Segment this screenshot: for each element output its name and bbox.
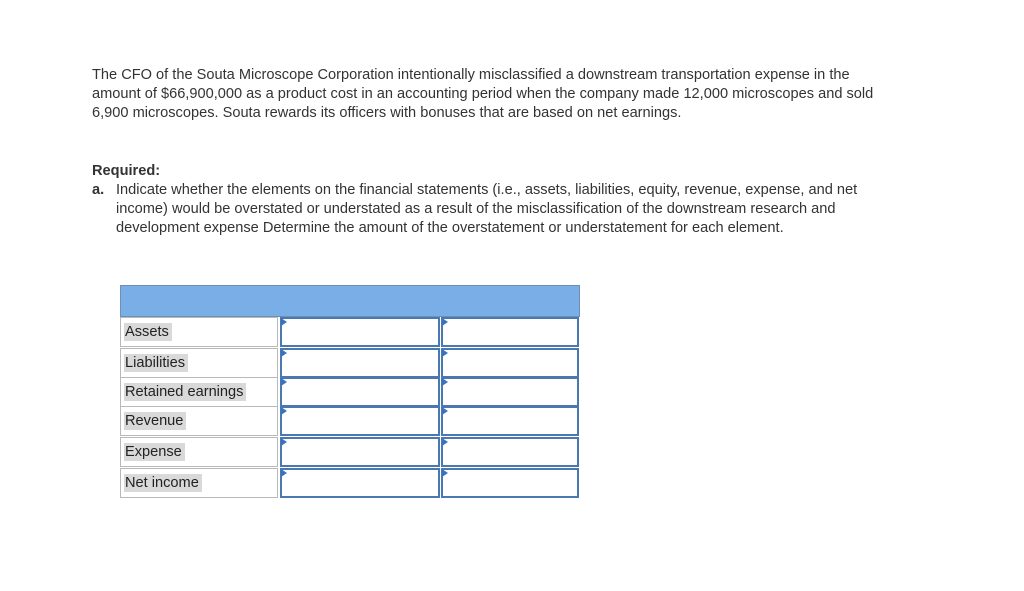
row-label-cell (120, 348, 278, 378)
question-text: The CFO of the Souta Microscope Corporation intentionally misclassified a downstream transportation expense in the amount of $66,900,000 as a product cost in an accounting period when the company made 12,000 microscopes and sold 6,900 microscopes. Souta rewards its officers with bonuses that are based on net earnings. (92, 67, 874, 121)
row-label: Revenue (124, 412, 186, 430)
liabilities-amount-input[interactable] (441, 348, 579, 378)
dropdown-marker-icon (281, 349, 287, 357)
input-marker-icon (442, 438, 448, 446)
dropdown-marker-icon (281, 438, 287, 446)
row-label: Net income (124, 474, 202, 492)
retained-earnings-amount-input[interactable] (441, 377, 579, 407)
table-row (120, 348, 580, 379)
dropdown-marker-icon (281, 407, 287, 415)
required-heading: Required: (92, 163, 161, 179)
row-label: Liabilities (124, 354, 188, 372)
net-income-amount-input[interactable] (441, 468, 579, 498)
table-row (120, 406, 580, 437)
row-label: Retained earnings (124, 383, 246, 401)
input-marker-icon (442, 318, 448, 326)
revenue-amount-input[interactable] (441, 406, 579, 436)
assets-amount-input[interactable] (441, 317, 579, 347)
requirement-text: Indicate whether the elements on the financial statements (i.e., assets, liabilities, equity, revenue, expense, and net income) would be overstated or understated as a result of the misclassification of the downstream research and development expense Determine the amount of the overstatement or understatement for each element. (116, 182, 858, 236)
expense-amount-input[interactable] (441, 437, 579, 467)
dropdown-marker-icon (281, 469, 287, 477)
requirement-letter: a. (92, 182, 105, 198)
row-label-cell (120, 377, 278, 407)
answer-table (120, 285, 580, 500)
retained-earnings-effect-dropdown[interactable] (280, 377, 440, 407)
dropdown-marker-icon (281, 378, 287, 386)
net-income-effect-dropdown[interactable] (280, 468, 440, 498)
table-row (120, 437, 580, 468)
liabilities-effect-dropdown[interactable] (280, 348, 440, 378)
row-label: Assets (124, 323, 172, 341)
input-marker-icon (442, 407, 448, 415)
row-label-cell (120, 317, 278, 347)
expense-effect-dropdown[interactable] (280, 437, 440, 467)
table-row (120, 317, 580, 348)
dropdown-marker-icon (281, 318, 287, 326)
table-header (120, 285, 580, 317)
table-row (120, 377, 580, 408)
row-label-cell (120, 437, 278, 467)
revenue-effect-dropdown[interactable] (280, 406, 440, 436)
input-marker-icon (442, 469, 448, 477)
row-label-cell (120, 468, 278, 498)
assets-effect-dropdown[interactable] (280, 317, 440, 347)
input-marker-icon (442, 349, 448, 357)
table-row (120, 468, 580, 499)
row-label: Expense (124, 443, 185, 461)
requirement-a (92, 181, 882, 238)
row-label-cell (120, 406, 278, 436)
input-marker-icon (442, 378, 448, 386)
